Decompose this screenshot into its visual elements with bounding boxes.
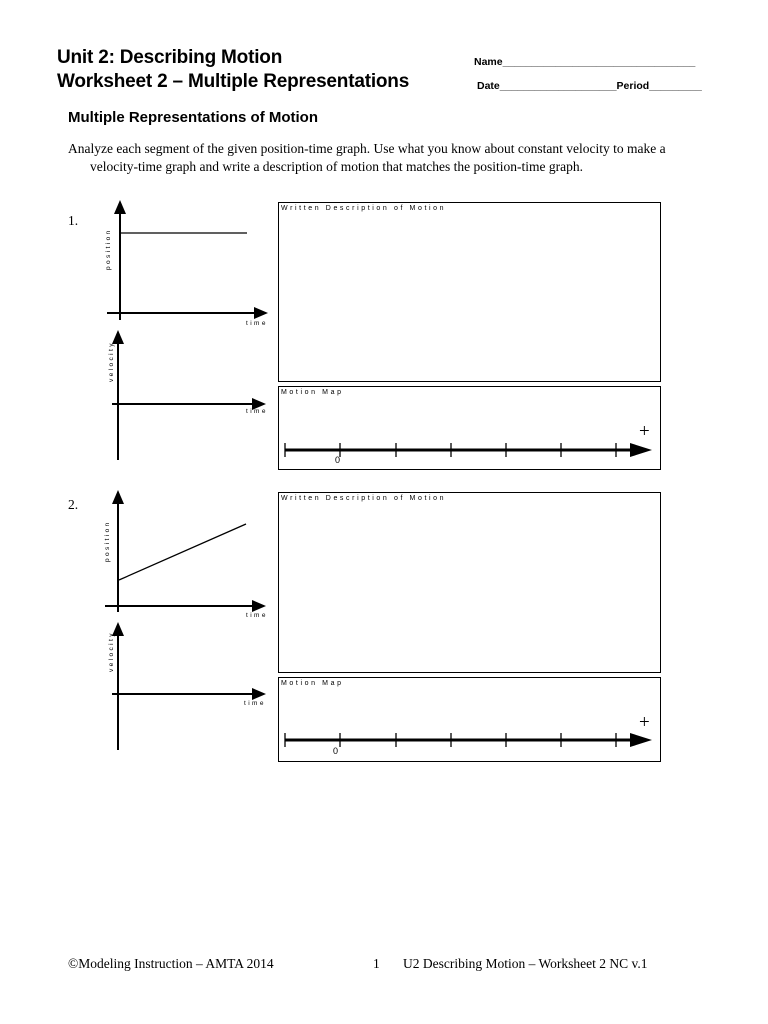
problem-number: 1.	[68, 213, 79, 228]
position-axis-label: position	[105, 228, 112, 270]
time-axis-label: time	[244, 700, 266, 707]
velocity-axis-label: velocity	[108, 631, 115, 672]
time-axis-label: time	[246, 408, 268, 415]
written-description-label: Written Description of Motion	[281, 495, 447, 502]
written-description-label: Written Description of Motion	[281, 205, 447, 212]
plus-label: +	[639, 712, 650, 733]
worksheet-title: Worksheet 2 – Multiple Representations	[57, 71, 410, 92]
zero-label: 0	[333, 746, 339, 756]
motion-map-label: Motion Map	[281, 680, 344, 687]
velocity-axis-label: velocity	[108, 341, 115, 382]
position-axis-label: position	[104, 520, 111, 562]
unit-title: Unit 2: Describing Motion	[57, 47, 283, 68]
instructions: Analyze each segment of the given position-time graph. Use what you know about constant velocity to make a velocity-time graph and write a description of motion that matches the position-time graph.	[68, 141, 666, 174]
time-axis-label: time	[246, 320, 268, 327]
footer-document-id: U2 Describing Motion – Worksheet 2 NC v.1	[403, 956, 648, 971]
section-title: Multiple Representations of Motion	[68, 109, 318, 126]
motion-map-label: Motion Map	[281, 389, 344, 396]
footer-page-number: 1	[373, 956, 380, 971]
zero-label: 0	[335, 455, 341, 465]
time-axis-label: time	[246, 612, 268, 619]
footer-copyright: ©Modeling Instruction – AMTA 2014	[68, 956, 274, 971]
name-field: Name_________________________________	[474, 56, 696, 68]
problem-number: 2.	[68, 497, 79, 512]
date-period-field: Date____________________Period_________	[477, 80, 702, 92]
plus-label: +	[639, 421, 650, 442]
